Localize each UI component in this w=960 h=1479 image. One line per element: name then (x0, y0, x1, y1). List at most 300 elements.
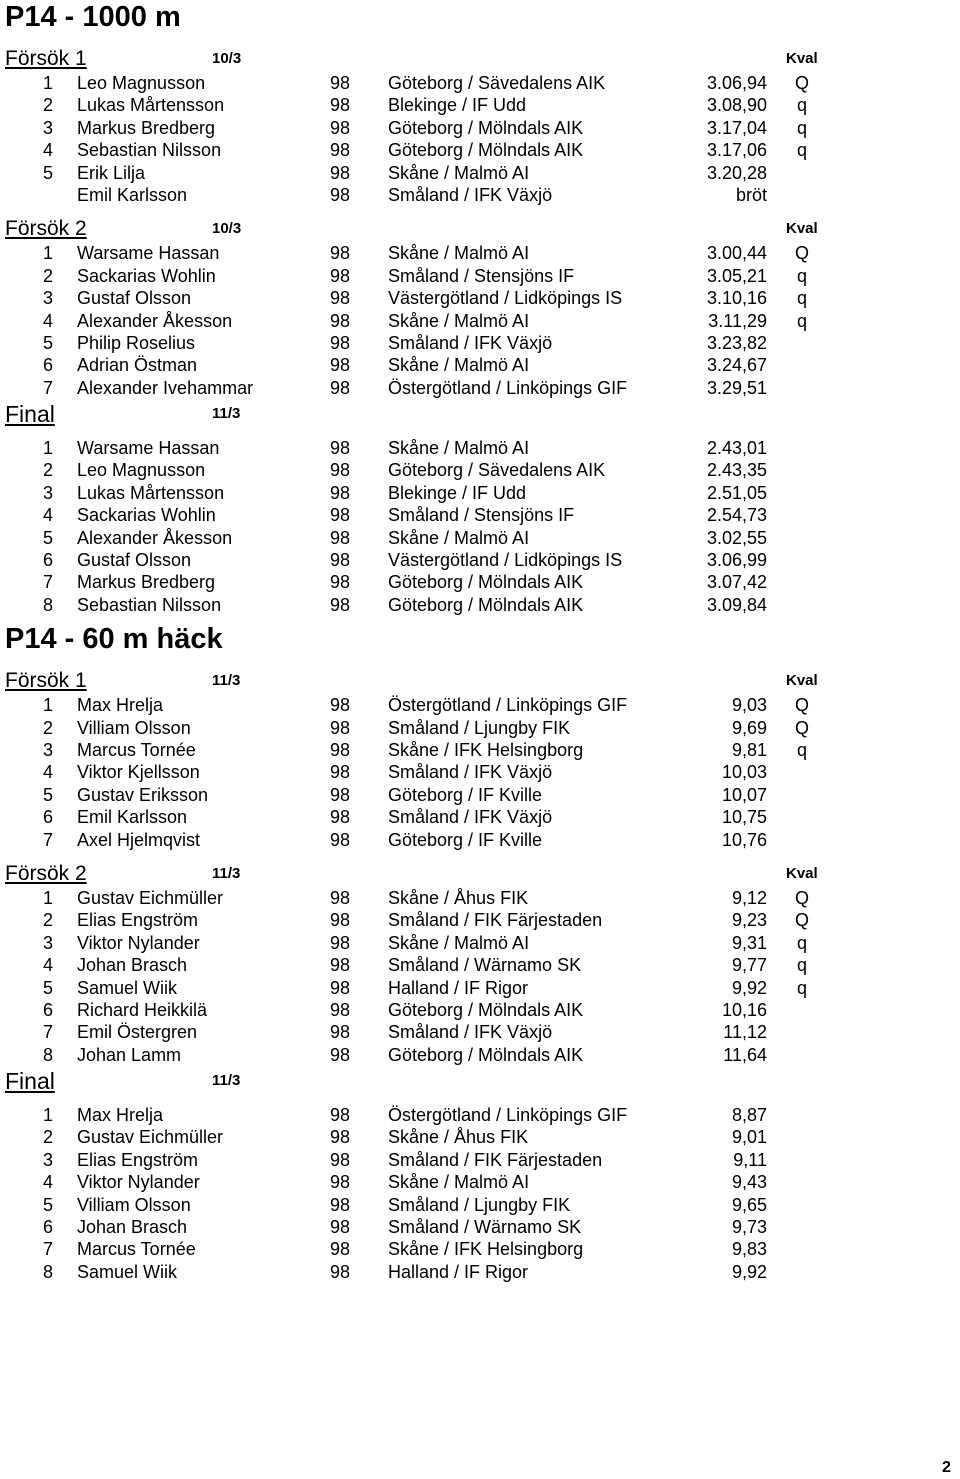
result-time: 9,11 (733, 1149, 767, 1170)
athlete-name: Viktor Kjellsson (77, 762, 200, 783)
result-row (0, 1126, 960, 1148)
place-cell: 6 (43, 999, 54, 1020)
result-time: 3.10,16 (706, 288, 767, 309)
birth-year: 98 (330, 355, 351, 376)
heat-date: 10/3 (212, 220, 242, 238)
result-time: 3.08,90 (706, 95, 767, 116)
heat-date: 11/3 (212, 672, 241, 690)
club-name: Skåne / Malmö AI (388, 932, 530, 953)
birth-year: 98 (330, 829, 351, 850)
place-cell: 1 (43, 73, 54, 93)
birth-year: 98 (330, 807, 351, 828)
heat-header (0, 668, 960, 694)
club-name: Småland / Ljungby FIK (388, 1194, 571, 1215)
place-cell: 3 (43, 117, 54, 138)
athlete-name: Gustav Eichmüller (77, 887, 224, 908)
place-cell: 8 (43, 594, 54, 615)
athlete-name: Markus Bredberg (77, 117, 216, 138)
final-heat (0, 401, 960, 616)
club-name: Halland / IF Rigor (388, 1261, 529, 1282)
athlete-name: Emil Karlsson (77, 184, 188, 205)
place-cell: 1 (43, 438, 54, 459)
athlete-name: Warsame Hassan (77, 438, 220, 459)
birth-year: 98 (330, 482, 351, 503)
club-name: Småland / Stensjöns IF (388, 265, 575, 286)
heat-name: Final (5, 1068, 55, 1095)
club-name: Göteborg / Mölndals AIK (388, 140, 584, 161)
athlete-name: Emil Karlsson (77, 807, 188, 828)
result-row (0, 332, 960, 354)
result-row (0, 354, 960, 376)
club-name: Småland / IFK Växjö (388, 332, 553, 353)
athlete-name: Sackarias Wohlin (77, 505, 216, 526)
place-cell: 2 (43, 717, 54, 738)
result-time: 11,12 (723, 1022, 767, 1043)
result-time: 9,69 (731, 717, 767, 738)
place-cell: 1 (43, 243, 54, 264)
place-cell: 6 (43, 807, 54, 828)
club-name: Småland / FIK Färjestaden (388, 1149, 603, 1170)
athlete-name: Alexander Åkesson (77, 310, 233, 331)
result-time: 3.02,55 (706, 527, 767, 548)
result-row (0, 549, 960, 571)
club-name: Skåne / IFK Helsingborg (388, 739, 584, 760)
result-time: 2.43,01 (706, 438, 767, 459)
place-cell: 2 (43, 265, 54, 286)
birth-year: 98 (330, 438, 351, 459)
place-cell: 4 (43, 505, 54, 526)
birth-year: 98 (330, 505, 351, 526)
result-row (0, 1021, 960, 1043)
birth-year: 98 (330, 1105, 351, 1126)
place-cell: 5 (43, 1194, 54, 1215)
athlete-name: Sebastian Nilsson (77, 140, 222, 161)
qualification-mark: Q (794, 717, 809, 738)
result-row (0, 829, 960, 851)
result-time: 9,77 (731, 955, 767, 976)
result-time: 9,23 (731, 910, 767, 931)
club-name: Småland / IFK Växjö (388, 807, 553, 828)
birth-year: 98 (330, 784, 351, 805)
page-number: 2 (942, 1459, 951, 1476)
heat-header (0, 216, 960, 242)
athlete-name: Richard Heikkilä (77, 999, 208, 1020)
result-row (0, 1194, 960, 1216)
birth-year: 98 (330, 1217, 351, 1238)
club-name: Göteborg / Sävedalens AIK (388, 460, 606, 481)
athlete-name: Sebastian Nilsson (77, 594, 222, 615)
club-name: Göteborg / IF Kville (388, 829, 543, 850)
result-time: 10,16 (721, 999, 767, 1020)
birth-year: 98 (330, 594, 351, 615)
athlete-name: Elias Engström (77, 1149, 199, 1170)
result-time: 10,76 (721, 829, 767, 850)
birth-year: 98 (330, 999, 351, 1020)
result-row (0, 287, 960, 309)
place-cell: 3 (43, 932, 54, 953)
athlete-name: Sackarias Wohlin (77, 265, 216, 286)
athlete-name: Gustav Eichmüller (77, 1127, 224, 1148)
result-row (0, 1149, 960, 1171)
result-row (0, 242, 960, 264)
athlete-name: Warsame Hassan (77, 243, 220, 264)
place-cell: 5 (43, 332, 54, 353)
result-row (0, 459, 960, 481)
kval-header: Kval (786, 864, 818, 882)
athlete-name: Max Hrelja (77, 1105, 164, 1126)
qualification-mark: q (796, 265, 807, 286)
result-time: 9,92 (731, 977, 767, 998)
club-name: Småland / Ljungby FIK (388, 717, 571, 738)
result-time: 9,43 (731, 1172, 767, 1193)
birth-year: 98 (330, 1172, 351, 1193)
result-time: 10,03 (721, 762, 767, 783)
club-name: Skåne / Malmö AI (388, 1172, 530, 1193)
birth-year: 98 (330, 1149, 351, 1170)
qualification-mark: Q (794, 910, 809, 931)
result-row (0, 482, 960, 504)
result-row (0, 717, 960, 739)
heat-name: Final (5, 401, 55, 428)
athlete-name: Adrian Östman (77, 355, 198, 376)
athlete-name: Elias Engström (77, 910, 199, 931)
birth-year: 98 (330, 117, 351, 138)
result-row (0, 761, 960, 783)
result-row (0, 72, 960, 94)
heat-name: Försök 1 (5, 47, 87, 70)
athlete-name: Emil Östergren (77, 1022, 198, 1043)
club-name: Skåne / IFK Helsingborg (388, 1239, 584, 1260)
athlete-name: Samuel Wiik (77, 977, 178, 998)
athlete-name: Viktor Nylander (77, 932, 200, 953)
place-cell: 7 (43, 1022, 54, 1043)
event-section (0, 0, 960, 616)
result-row (0, 999, 960, 1021)
result-time: 2.54,73 (706, 505, 767, 526)
result-row (0, 377, 960, 399)
place-cell: 5 (43, 527, 54, 548)
kval-header: Kval (786, 672, 818, 690)
club-name: Småland / Wärnamo SK (388, 955, 582, 976)
birth-year: 98 (330, 887, 351, 908)
place-cell: 3 (43, 482, 54, 503)
athlete-name: Leo Magnusson (77, 460, 206, 481)
place-cell: 5 (43, 784, 54, 805)
birth-year: 98 (330, 332, 351, 353)
birth-year: 98 (330, 140, 351, 161)
athlete-name: Johan Lamm (77, 1044, 182, 1065)
result-row (0, 504, 960, 526)
club-name: Skåne / Malmö AI (388, 243, 530, 264)
club-name: Göteborg / Mölndals AIK (388, 594, 584, 615)
place-cell: 7 (43, 377, 54, 398)
result-time: 2.51,05 (706, 482, 767, 503)
place-cell: 1 (43, 695, 54, 716)
heat-header (0, 46, 960, 72)
result-time: 3.00,44 (706, 243, 767, 264)
place-cell: 7 (43, 829, 54, 850)
heat-header (0, 401, 960, 437)
result-time: 9,81 (731, 739, 767, 760)
athlete-name: Viktor Nylander (77, 1172, 200, 1193)
club-name: Småland / Stensjöns IF (388, 505, 575, 526)
place-cell: 4 (43, 310, 54, 331)
club-name: Skåne / Åhus FIK (388, 887, 529, 908)
club-name: Göteborg / Mölndals AIK (388, 117, 584, 138)
qualification-mark: Q (794, 73, 809, 93)
qualification-mark: q (796, 117, 807, 138)
birth-year: 98 (330, 73, 351, 93)
club-name: Skåne / Malmö AI (388, 438, 530, 459)
athlete-name: Axel Hjelmqvist (77, 829, 201, 850)
result-time: 10,07 (721, 784, 767, 805)
final-heat (0, 1068, 960, 1283)
result-row (0, 887, 960, 909)
club-name: Göteborg / Mölndals AIK (388, 999, 584, 1020)
heat-header (0, 1068, 960, 1104)
result-time: bröt (735, 184, 767, 205)
place-cell: 8 (43, 1261, 54, 1282)
athlete-name: Johan Brasch (77, 1217, 188, 1238)
place-cell: 2 (43, 95, 54, 116)
athlete-name: Marcus Tornée (77, 739, 196, 760)
result-row (0, 1216, 960, 1238)
club-name: Blekinge / IF Udd (388, 95, 527, 116)
club-name: Göteborg / Sävedalens AIK (388, 73, 606, 93)
result-row (0, 310, 960, 332)
athlete-name: Johan Brasch (77, 955, 188, 976)
birth-year: 98 (330, 572, 351, 593)
birth-year: 98 (330, 162, 351, 183)
birth-year: 98 (330, 1194, 351, 1215)
event-section (0, 622, 960, 1283)
club-name: Västergötland / Lidköpings IS (388, 550, 623, 571)
athlete-name: Villiam Olsson (77, 717, 191, 738)
birth-year: 98 (330, 910, 351, 931)
place-cell: 3 (43, 288, 54, 309)
result-row (0, 954, 960, 976)
heat-header (0, 861, 960, 887)
result-row (0, 184, 960, 206)
club-name: Skåne / Malmö AI (388, 355, 530, 376)
result-time: 3.17,04 (706, 117, 767, 138)
birth-year: 98 (330, 955, 351, 976)
place-cell: 5 (43, 977, 54, 998)
birth-year: 98 (330, 377, 351, 398)
result-row (0, 1261, 960, 1283)
qualification-mark: Q (794, 243, 809, 264)
kval-header: Kval (786, 50, 818, 67)
birth-year: 98 (330, 1022, 351, 1043)
club-name: Småland / IFK Växjö (388, 1022, 553, 1043)
place-cell: 2 (43, 910, 54, 931)
event-title: P14 - 60 m häck (5, 623, 223, 656)
birth-year: 98 (330, 95, 351, 116)
result-row (0, 437, 960, 459)
athlete-name: Philip Roselius (77, 332, 196, 353)
athlete-name: Erik Lilja (77, 162, 146, 183)
result-time: 9,73 (731, 1217, 767, 1238)
club-name: Göteborg / IF Kville (388, 784, 543, 805)
result-time: 3.17,06 (706, 140, 767, 161)
place-cell: 4 (43, 1172, 54, 1193)
result-row (0, 739, 960, 761)
birth-year: 98 (330, 932, 351, 953)
birth-year: 98 (330, 550, 351, 571)
result-time: 9,03 (731, 695, 767, 716)
birth-year: 98 (330, 184, 351, 205)
result-row (0, 594, 960, 616)
result-time: 9,83 (731, 1239, 767, 1260)
qualifying-heat (0, 861, 960, 1066)
club-name: Östergötland / Linköpings GIF (388, 695, 628, 716)
event-title: P14 - 1000 m (5, 1, 181, 33)
athlete-name: Leo Magnusson (77, 73, 206, 93)
result-row (0, 1044, 960, 1066)
club-name: Västergötland / Lidköpings IS (388, 288, 623, 309)
result-time: 9,65 (731, 1194, 767, 1215)
result-time: 3.09,84 (706, 594, 767, 615)
place-cell: 2 (43, 460, 54, 481)
birth-year: 98 (330, 739, 351, 760)
qualification-mark: q (796, 977, 807, 998)
place-cell: 6 (43, 1217, 54, 1238)
result-time: 10,75 (721, 807, 767, 828)
place-cell: 1 (43, 1105, 54, 1126)
athlete-name: Villiam Olsson (77, 1194, 191, 1215)
result-time: 3.06,94 (706, 73, 767, 93)
qualification-mark: q (796, 140, 807, 161)
club-name: Göteborg / Mölndals AIK (388, 1044, 584, 1065)
result-row (0, 139, 960, 161)
result-time: 3.05,21 (706, 265, 767, 286)
result-time: 8,87 (731, 1105, 767, 1126)
athlete-name: Lukas Mårtensson (77, 95, 225, 116)
heat-name: Försök 2 (5, 217, 87, 241)
result-time: 3.20,28 (706, 162, 767, 183)
result-time: 9,31 (731, 932, 767, 953)
result-row (0, 571, 960, 593)
club-name: Skåne / Malmö AI (388, 527, 530, 548)
birth-year: 98 (330, 717, 351, 738)
qualifying-heat (0, 216, 960, 399)
birth-year: 98 (330, 977, 351, 998)
result-row (0, 527, 960, 549)
qualification-mark: q (796, 288, 807, 309)
birth-year: 98 (330, 243, 351, 264)
result-time: 9,92 (731, 1261, 767, 1282)
qualification-mark: Q (794, 695, 809, 716)
result-time: 11,64 (723, 1044, 767, 1065)
club-name: Småland / Wärnamo SK (388, 1217, 582, 1238)
birth-year: 98 (330, 695, 351, 716)
club-name: Småland / FIK Färjestaden (388, 910, 603, 931)
result-time: 9,01 (731, 1127, 767, 1148)
athlete-name: Samuel Wiik (77, 1261, 178, 1282)
birth-year: 98 (330, 527, 351, 548)
place-cell: 5 (43, 162, 54, 183)
club-name: Skåne / Malmö AI (388, 162, 530, 183)
place-cell: 8 (43, 1044, 54, 1065)
place-cell: 4 (43, 955, 54, 976)
result-row (0, 1238, 960, 1260)
athlete-name: Max Hrelja (77, 695, 164, 716)
result-time: 3.29,51 (706, 377, 767, 398)
heat-date: 10/3 (212, 50, 242, 67)
place-cell: 1 (43, 887, 54, 908)
result-time: 2.43,35 (706, 460, 767, 481)
heat-date: 11/3 (212, 1072, 241, 1090)
place-cell: 6 (43, 355, 54, 376)
athlete-name: Markus Bredberg (77, 572, 216, 593)
place-cell: 7 (43, 572, 54, 593)
club-name: Blekinge / IF Udd (388, 482, 527, 503)
result-row (0, 1171, 960, 1193)
birth-year: 98 (330, 265, 351, 286)
place-cell: 7 (43, 1239, 54, 1260)
heat-name: Försök 2 (5, 861, 87, 885)
club-name: Östergötland / Linköpings GIF (388, 377, 628, 398)
birth-year: 98 (330, 762, 351, 783)
place-cell: 3 (43, 1149, 54, 1170)
result-row (0, 265, 960, 287)
place-cell: 4 (43, 140, 54, 161)
birth-year: 98 (330, 1239, 351, 1260)
result-row (0, 694, 960, 716)
club-name: Skåne / Åhus FIK (388, 1127, 529, 1148)
club-name: Småland / IFK Växjö (388, 184, 553, 205)
athlete-name: Gustaf Olsson (77, 550, 192, 571)
result-row (0, 784, 960, 806)
result-row (0, 977, 960, 999)
result-row (0, 94, 960, 116)
place-cell: 6 (43, 550, 54, 571)
qualifying-heat (0, 668, 960, 851)
birth-year: 98 (330, 310, 351, 331)
qualifying-heat (0, 46, 960, 206)
birth-year: 98 (330, 1044, 351, 1065)
result-time: 9,12 (731, 887, 767, 908)
athlete-name: Marcus Tornée (77, 1239, 196, 1260)
club-name: Östergötland / Linköpings GIF (388, 1105, 628, 1126)
qualification-mark: q (796, 955, 807, 976)
qualification-mark: q (796, 95, 807, 116)
birth-year: 98 (330, 1127, 351, 1148)
result-row (0, 1104, 960, 1126)
club-name: Skåne / Malmö AI (388, 310, 530, 331)
birth-year: 98 (330, 460, 351, 481)
result-row (0, 162, 960, 184)
result-row (0, 932, 960, 954)
heat-date: 11/3 (212, 864, 241, 882)
result-row (0, 909, 960, 931)
athlete-name: Lukas Mårtensson (77, 482, 225, 503)
heat-name: Försök 1 (5, 669, 87, 693)
athlete-name: Gustaf Olsson (77, 288, 192, 309)
qualification-mark: q (796, 739, 807, 760)
qualification-mark: q (796, 932, 807, 953)
result-time: 3.11,29 (708, 310, 767, 331)
club-name: Småland / IFK Växjö (388, 762, 553, 783)
result-row (0, 806, 960, 828)
qualification-mark: Q (794, 887, 809, 908)
club-name: Göteborg / Mölndals AIK (388, 572, 584, 593)
place-cell: 2 (43, 1127, 54, 1148)
athlete-name: Alexander Ivehammar (77, 377, 254, 398)
result-time: 3.24,67 (706, 355, 767, 376)
place-cell: 4 (43, 762, 54, 783)
result-time: 3.06,99 (706, 550, 767, 571)
